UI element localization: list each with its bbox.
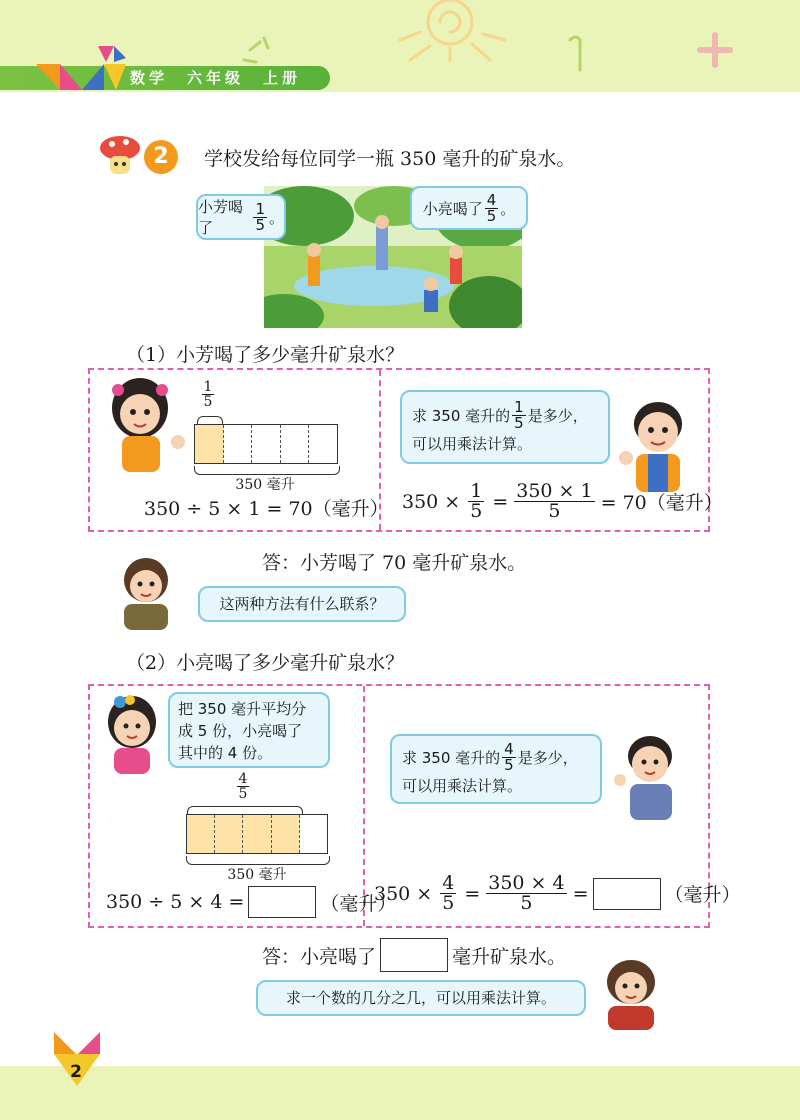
bar-segment bbox=[281, 425, 310, 463]
header-title: 数学 六年级 上册 bbox=[130, 69, 302, 87]
page-number: 2 bbox=[70, 1062, 82, 1082]
part2-girl-bubble: 把 350 毫升平均分 成 5 份，小亮喝了 其中的 4 份。 bbox=[168, 692, 330, 768]
example-badge: 2 bbox=[144, 140, 178, 174]
part1-fraction-label: $\frac{1}{5}$ bbox=[203, 379, 213, 410]
bar-segment bbox=[195, 425, 224, 463]
teacher-bubble-1: 这两种方法有什么联系？ bbox=[198, 586, 406, 622]
bar-segment bbox=[215, 815, 243, 853]
bar-segment bbox=[252, 425, 281, 463]
part1-answer: 答：小芳喝了 70 毫升矿泉水。 bbox=[262, 552, 527, 574]
bar-segment bbox=[243, 815, 271, 853]
boy-2-illustration bbox=[610, 730, 690, 820]
part1-bar-label: 350 毫升 bbox=[235, 477, 295, 493]
part2-boy-bubble: 求 350 毫升的 $\frac{4}{5}$ 是多少， 可以用乘法计算。 bbox=[390, 734, 602, 804]
part2-equation-right: 350 × $\frac{4}{5}$ = $\frac{350 \times 4}{5}$ = （毫升） bbox=[374, 872, 741, 914]
part2-equation-left: 350 ÷ 5 × 4 = （毫升） bbox=[106, 886, 396, 918]
part1-question: （1）小芳喝了多少毫升矿泉水？ bbox=[126, 344, 405, 366]
part2-fraction-label: $\frac{4}{5}$ bbox=[238, 771, 248, 802]
footer-band bbox=[0, 1066, 800, 1120]
teacher-bubble-2: 求一个数的几分之几，可以用乘法计算。 bbox=[256, 980, 586, 1016]
bar-segment bbox=[272, 815, 300, 853]
boy-liang-illustration bbox=[614, 396, 700, 492]
sun-icon bbox=[380, 0, 520, 70]
tangram-logo-icon bbox=[36, 42, 126, 92]
part1-boy-bubble: 求 350 毫升的 $\frac{1}{5}$ 是多少， 可以用乘法计算。 bbox=[400, 390, 610, 464]
part2-answer-box-right[interactable] bbox=[593, 878, 661, 910]
part2-bar bbox=[186, 814, 328, 854]
problem-text: 学校发给每位同学一瓶 350 毫升的矿泉水。 bbox=[204, 148, 576, 170]
part2-question: （2）小亮喝了多少毫升矿泉水？ bbox=[126, 652, 405, 674]
part2-answer: 答：小亮喝了 毫升矿泉水。 bbox=[262, 938, 566, 972]
part1-equation-left: 350 ÷ 5 × 1 = 70（毫升） bbox=[144, 498, 389, 520]
bar-segment bbox=[300, 815, 327, 853]
part1-bar bbox=[194, 424, 338, 464]
girl-fang-illustration bbox=[100, 376, 188, 472]
liang-speech-bubble: 小亮喝了 $\frac{4}{5}$ 。 bbox=[410, 186, 528, 230]
fang-speech-bubble: 小芳喝了 $\frac{1}{5}$ 。 bbox=[196, 194, 286, 240]
girl-2-illustration bbox=[100, 694, 166, 774]
bar-segment bbox=[187, 815, 215, 853]
part1-equation-right: 350 × $\frac{1}{5}$ = $\frac{350 \times 1}{5}$ = 70（毫升） bbox=[402, 480, 723, 522]
teacher-illustration bbox=[114, 556, 178, 630]
teacher-2-illustration bbox=[598, 958, 664, 1030]
part2-answer-box-left[interactable] bbox=[248, 886, 316, 918]
bar-segment bbox=[224, 425, 253, 463]
part2-answer-box[interactable] bbox=[380, 938, 448, 972]
part2-bar-label: 350 毫升 bbox=[227, 867, 287, 883]
bar-segment bbox=[309, 425, 337, 463]
